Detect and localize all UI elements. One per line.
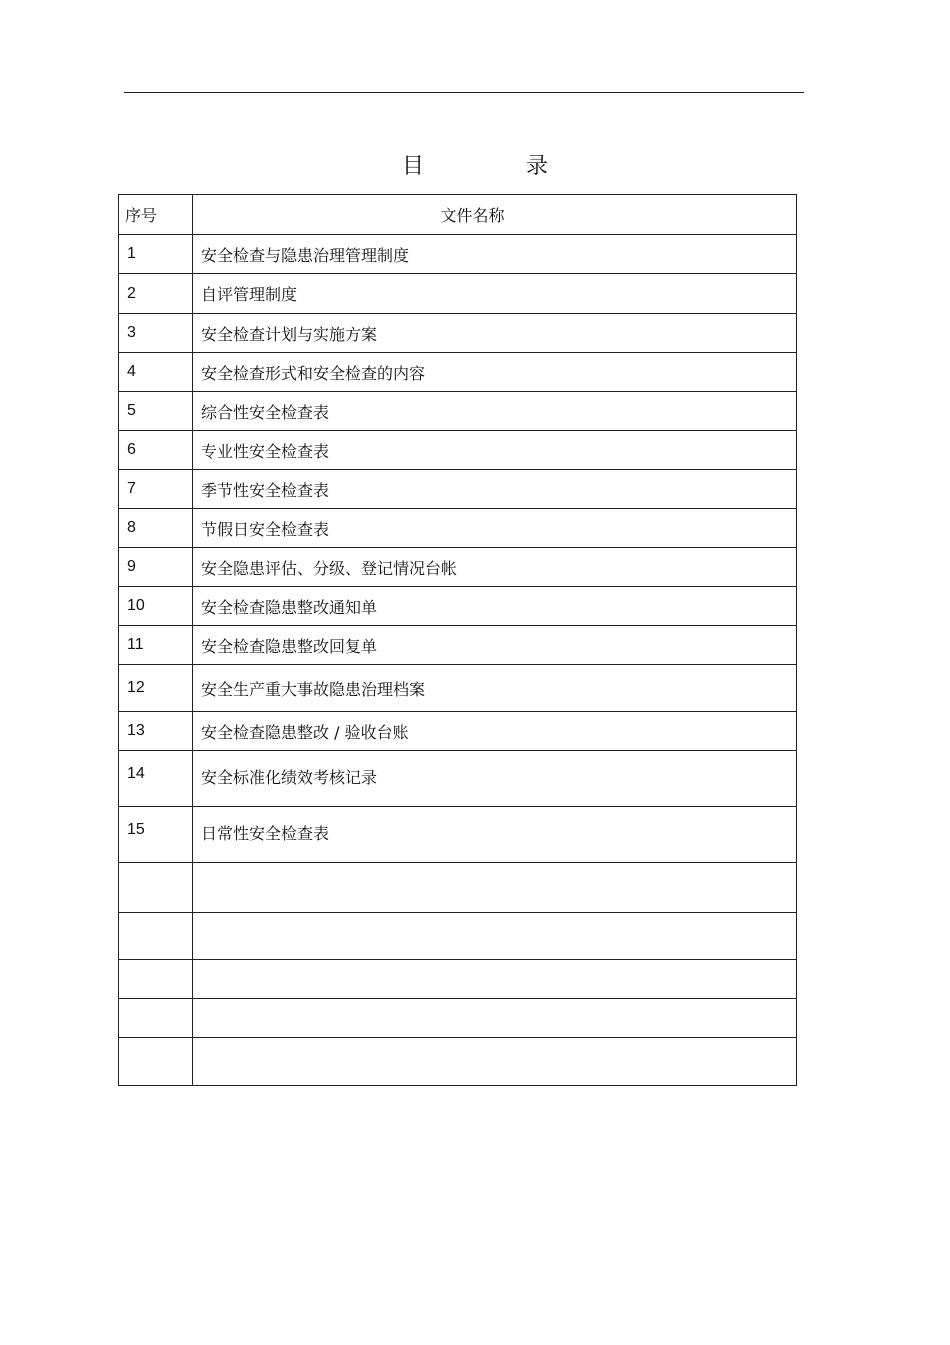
header-no: 序号 xyxy=(119,195,193,235)
row-name: 安全检查与隐患治理管理制度 xyxy=(193,235,797,274)
table-row xyxy=(119,548,797,587)
row-no: 5 xyxy=(119,392,193,431)
row-no-empty xyxy=(119,999,193,1038)
row-name: 安全检查隐患整改 / 验收台账 xyxy=(193,712,797,751)
row-name: 安全检查计划与实施方案 xyxy=(193,314,797,353)
table-row xyxy=(119,235,797,274)
row-no: 10 xyxy=(119,587,193,626)
row-no: 8 xyxy=(119,509,193,548)
table-row xyxy=(119,392,797,431)
row-no: 11 xyxy=(119,626,193,665)
row-no-empty xyxy=(119,960,193,999)
table-row-empty xyxy=(119,1038,797,1086)
page-title-text: 目 录 xyxy=(401,154,588,179)
row-name: 节假日安全检查表 xyxy=(193,509,797,548)
row-name: 专业性安全检查表 xyxy=(193,431,797,470)
row-name: 安全检查形式和安全检查的内容 xyxy=(193,353,797,392)
row-name: 安全生产重大事故隐患治理档案 xyxy=(193,665,797,712)
row-name: 综合性安全检查表 xyxy=(193,392,797,431)
header-name: 文件名称 xyxy=(193,195,797,235)
table-row xyxy=(119,470,797,509)
table-row xyxy=(119,509,797,548)
row-name-empty xyxy=(193,863,797,913)
row-no: 9 xyxy=(119,548,193,587)
table-row xyxy=(119,626,797,665)
table-row xyxy=(119,314,797,353)
table-row xyxy=(119,274,797,314)
row-no: 1 xyxy=(119,235,193,274)
toc-table xyxy=(118,194,797,1086)
row-no: 6 xyxy=(119,431,193,470)
table-row-empty xyxy=(119,913,797,960)
row-name: 自评管理制度 xyxy=(193,274,797,314)
row-no: 2 xyxy=(119,274,193,314)
table-row xyxy=(119,353,797,392)
row-name-empty xyxy=(193,913,797,960)
table-row xyxy=(119,587,797,626)
row-no-empty xyxy=(119,1038,193,1086)
row-name: 安全检查隐患整改回复单 xyxy=(193,626,797,665)
table-row-empty xyxy=(119,960,797,999)
row-name-empty xyxy=(193,999,797,1038)
table-row-empty xyxy=(119,863,797,913)
row-no: 12 xyxy=(119,665,193,712)
row-name-empty xyxy=(193,1038,797,1086)
table-row xyxy=(119,431,797,470)
row-no: 7 xyxy=(119,470,193,509)
row-no: 15 xyxy=(119,807,193,863)
row-no: 4 xyxy=(119,353,193,392)
table-row xyxy=(119,712,797,751)
row-name: 安全检查隐患整改通知单 xyxy=(193,587,797,626)
table-row xyxy=(119,751,797,807)
table-row xyxy=(119,807,797,863)
page-title xyxy=(0,150,950,184)
row-name: 安全标准化绩效考核记录 xyxy=(193,751,797,807)
header-rule xyxy=(124,92,804,93)
row-no: 3 xyxy=(119,314,193,353)
table-header-row xyxy=(119,195,797,235)
table-row xyxy=(119,665,797,712)
table-row-empty xyxy=(119,999,797,1038)
row-no: 14 xyxy=(119,751,193,807)
row-no-empty xyxy=(119,913,193,960)
row-no-empty xyxy=(119,863,193,913)
row-name: 季节性安全检查表 xyxy=(193,470,797,509)
row-name-empty xyxy=(193,960,797,999)
row-name: 安全隐患评估、分级、登记情况台帐 xyxy=(193,548,797,587)
row-name: 日常性安全检查表 xyxy=(193,807,797,863)
row-no: 13 xyxy=(119,712,193,751)
